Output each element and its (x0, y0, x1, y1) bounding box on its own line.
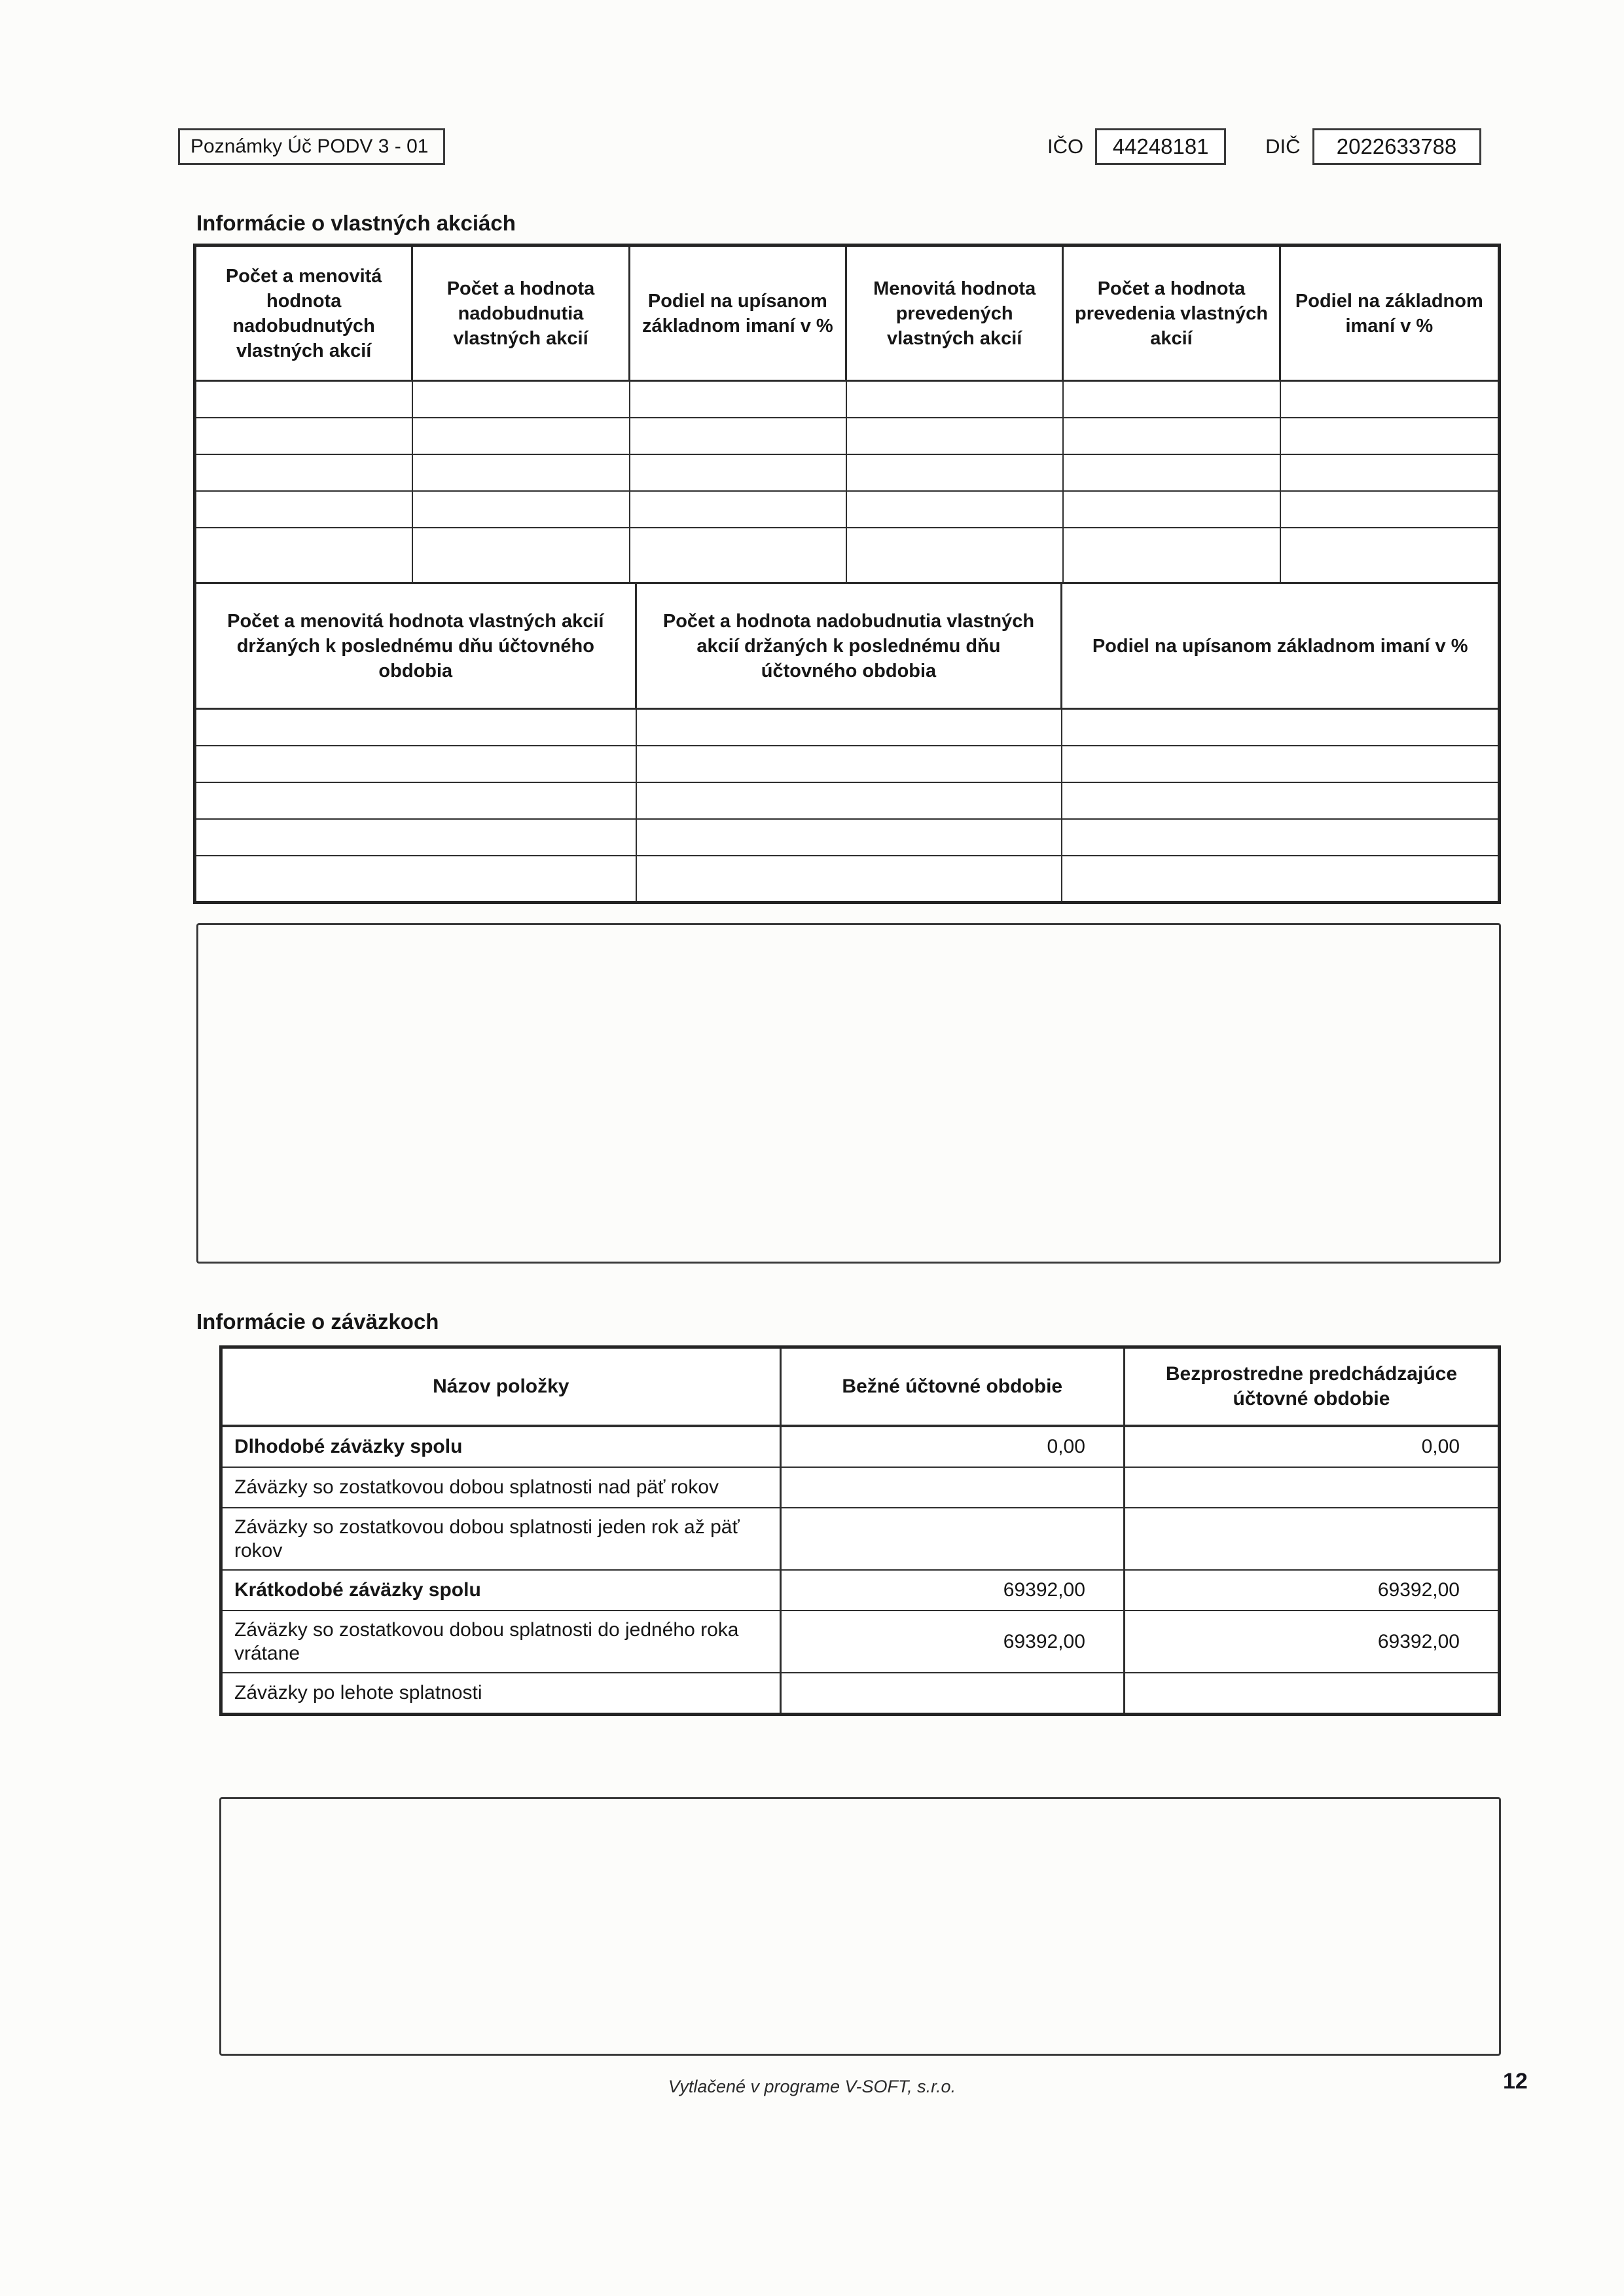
empty-cell (1281, 418, 1498, 455)
empty-cell (413, 492, 630, 528)
row-value-current (782, 1467, 1125, 1507)
row-value-previous (1125, 1507, 1498, 1569)
empty-cell (847, 528, 1064, 582)
empty-cell (637, 710, 1063, 746)
empty-cell (413, 382, 630, 418)
dic-value-box (1312, 128, 1481, 165)
table-row (223, 1610, 1498, 1672)
empty-cell (1062, 710, 1498, 746)
form-label: Poznámky Úč PODV 3 - 01 (190, 136, 429, 157)
own-shares-holdings-header-row (196, 582, 1498, 710)
column-header: Bežné účtovné obdobie (782, 1349, 1125, 1426)
empty-cell (847, 418, 1064, 455)
own-shares-header-row (196, 247, 1498, 382)
dic-value: 2022633788 (1336, 134, 1457, 158)
ico-value: 44248181 (1112, 134, 1209, 158)
empty-cell (637, 856, 1063, 901)
column-header: Počet a hodnota nadobudnutia vlastných akcií (413, 247, 630, 382)
row-label: Krátkodobé záväzky spolu (223, 1569, 782, 1610)
empty-cell (1064, 492, 1280, 528)
ico-value-box (1095, 128, 1226, 165)
row-value-previous (1125, 1672, 1498, 1713)
ico-label: IČO (1047, 135, 1084, 158)
empty-table-row (196, 455, 1498, 492)
empty-table-row (196, 382, 1498, 418)
empty-cell (1062, 856, 1498, 901)
row-value-previous (1125, 1467, 1498, 1507)
column-header: Počet a menovitá hodnota nadobudnutých vlastných akcií (196, 247, 413, 382)
empty-cell (196, 492, 413, 528)
empty-table-row (196, 710, 1498, 746)
empty-cell (196, 783, 637, 820)
row-label: Záväzky so zostatkovou dobou splatnosti jeden rok až päť rokov (223, 1507, 782, 1569)
empty-cell (196, 710, 637, 746)
empty-cell (196, 820, 637, 856)
empty-cell (637, 746, 1063, 783)
row-label: Záväzky po lehote splatnosti (223, 1672, 782, 1713)
notes-box (196, 923, 1501, 1264)
column-header: Názov položky (223, 1349, 782, 1426)
empty-cell (637, 820, 1063, 856)
table-row (223, 1426, 1498, 1467)
empty-cell (847, 492, 1064, 528)
empty-table-row (196, 820, 1498, 856)
empty-cell (1281, 492, 1498, 528)
id-numbers-row (1047, 128, 1481, 165)
empty-cell (1064, 455, 1280, 492)
empty-cell (413, 455, 630, 492)
row-value-previous: 0,00 (1125, 1426, 1498, 1467)
section-title-liabilities: Informácie o záväzkoch (196, 1309, 439, 1334)
table-row (223, 1672, 1498, 1713)
empty-cell (196, 455, 413, 492)
empty-cell (413, 528, 630, 582)
empty-table-row (196, 492, 1498, 528)
column-header: Menovitá hodnota prevedených vlastných akcií (847, 247, 1064, 382)
row-label: Záväzky so zostatkovou dobou splatnosti nad päť rokov (223, 1467, 782, 1507)
column-header: Počet a hodnota nadobudnutia vlastných akcií držaných k poslednému dňu účtovného obdobia (637, 582, 1063, 708)
empty-cell (637, 783, 1063, 820)
column-header: Počet a menovitá hodnota vlastných akcií držaných k poslednému dňu účtovného obdobia (196, 582, 637, 708)
page-number: 12 (1503, 2069, 1528, 2094)
table-row (223, 1507, 1498, 1569)
empty-cell (630, 492, 847, 528)
table-row (223, 1467, 1498, 1507)
column-header: Počet a hodnota prevedenia vlastných akcií (1064, 247, 1280, 382)
liabilities-table (219, 1345, 1501, 1716)
empty-table-row (196, 528, 1498, 582)
empty-cell (1062, 746, 1498, 783)
row-value-current: 69392,00 (782, 1569, 1125, 1610)
empty-cell (847, 382, 1064, 418)
row-label: Dlhodobé záväzky spolu (223, 1426, 782, 1467)
section-title-own-shares: Informácie o vlastných akciách (196, 211, 516, 235)
own-shares-table (193, 244, 1501, 904)
row-value-current: 69392,00 (782, 1610, 1125, 1672)
form-label-box (178, 128, 445, 165)
row-value-previous: 69392,00 (1125, 1610, 1498, 1672)
empty-cell (196, 746, 637, 783)
empty-cell (1064, 418, 1280, 455)
empty-table-row (196, 783, 1498, 820)
footer-note: Vytlačené v programe V-SOFT, s.r.o. (668, 2077, 956, 2096)
column-header: Bezprostredne predchádzajúce účtovné obdobie (1125, 1349, 1498, 1426)
empty-cell (630, 528, 847, 582)
empty-cell (847, 455, 1064, 492)
empty-cell (1064, 382, 1280, 418)
row-value-previous: 69392,00 (1125, 1569, 1498, 1610)
empty-cell (1281, 382, 1498, 418)
empty-cell (1062, 783, 1498, 820)
empty-table-row (196, 856, 1498, 901)
empty-cell (1281, 528, 1498, 582)
empty-cell (413, 418, 630, 455)
empty-cell (630, 455, 847, 492)
table-row (223, 1569, 1498, 1610)
empty-cell (630, 418, 847, 455)
empty-cell (196, 418, 413, 455)
empty-cell (196, 856, 637, 901)
empty-cell (1281, 455, 1498, 492)
liabilities-header-row (223, 1349, 1498, 1426)
empty-cell (196, 382, 413, 418)
notes-box (219, 1797, 1501, 2056)
row-label: Záväzky so zostatkovou dobou splatnosti do jedného roka vrátane (223, 1610, 782, 1672)
column-header: Podiel na upísanom základnom imaní v % (1062, 582, 1498, 708)
empty-cell (1064, 528, 1280, 582)
empty-cell (196, 528, 413, 582)
empty-cell (630, 382, 847, 418)
row-value-current: 0,00 (782, 1426, 1125, 1467)
dic-label: DIČ (1265, 135, 1301, 158)
column-header: Podiel na upísanom základnom imaní v % (630, 247, 847, 382)
empty-table-row (196, 746, 1498, 783)
empty-table-row (196, 418, 1498, 455)
column-header: Podiel na základnom imaní v % (1281, 247, 1498, 382)
empty-cell (1062, 820, 1498, 856)
row-value-current (782, 1672, 1125, 1713)
row-value-current (782, 1507, 1125, 1569)
